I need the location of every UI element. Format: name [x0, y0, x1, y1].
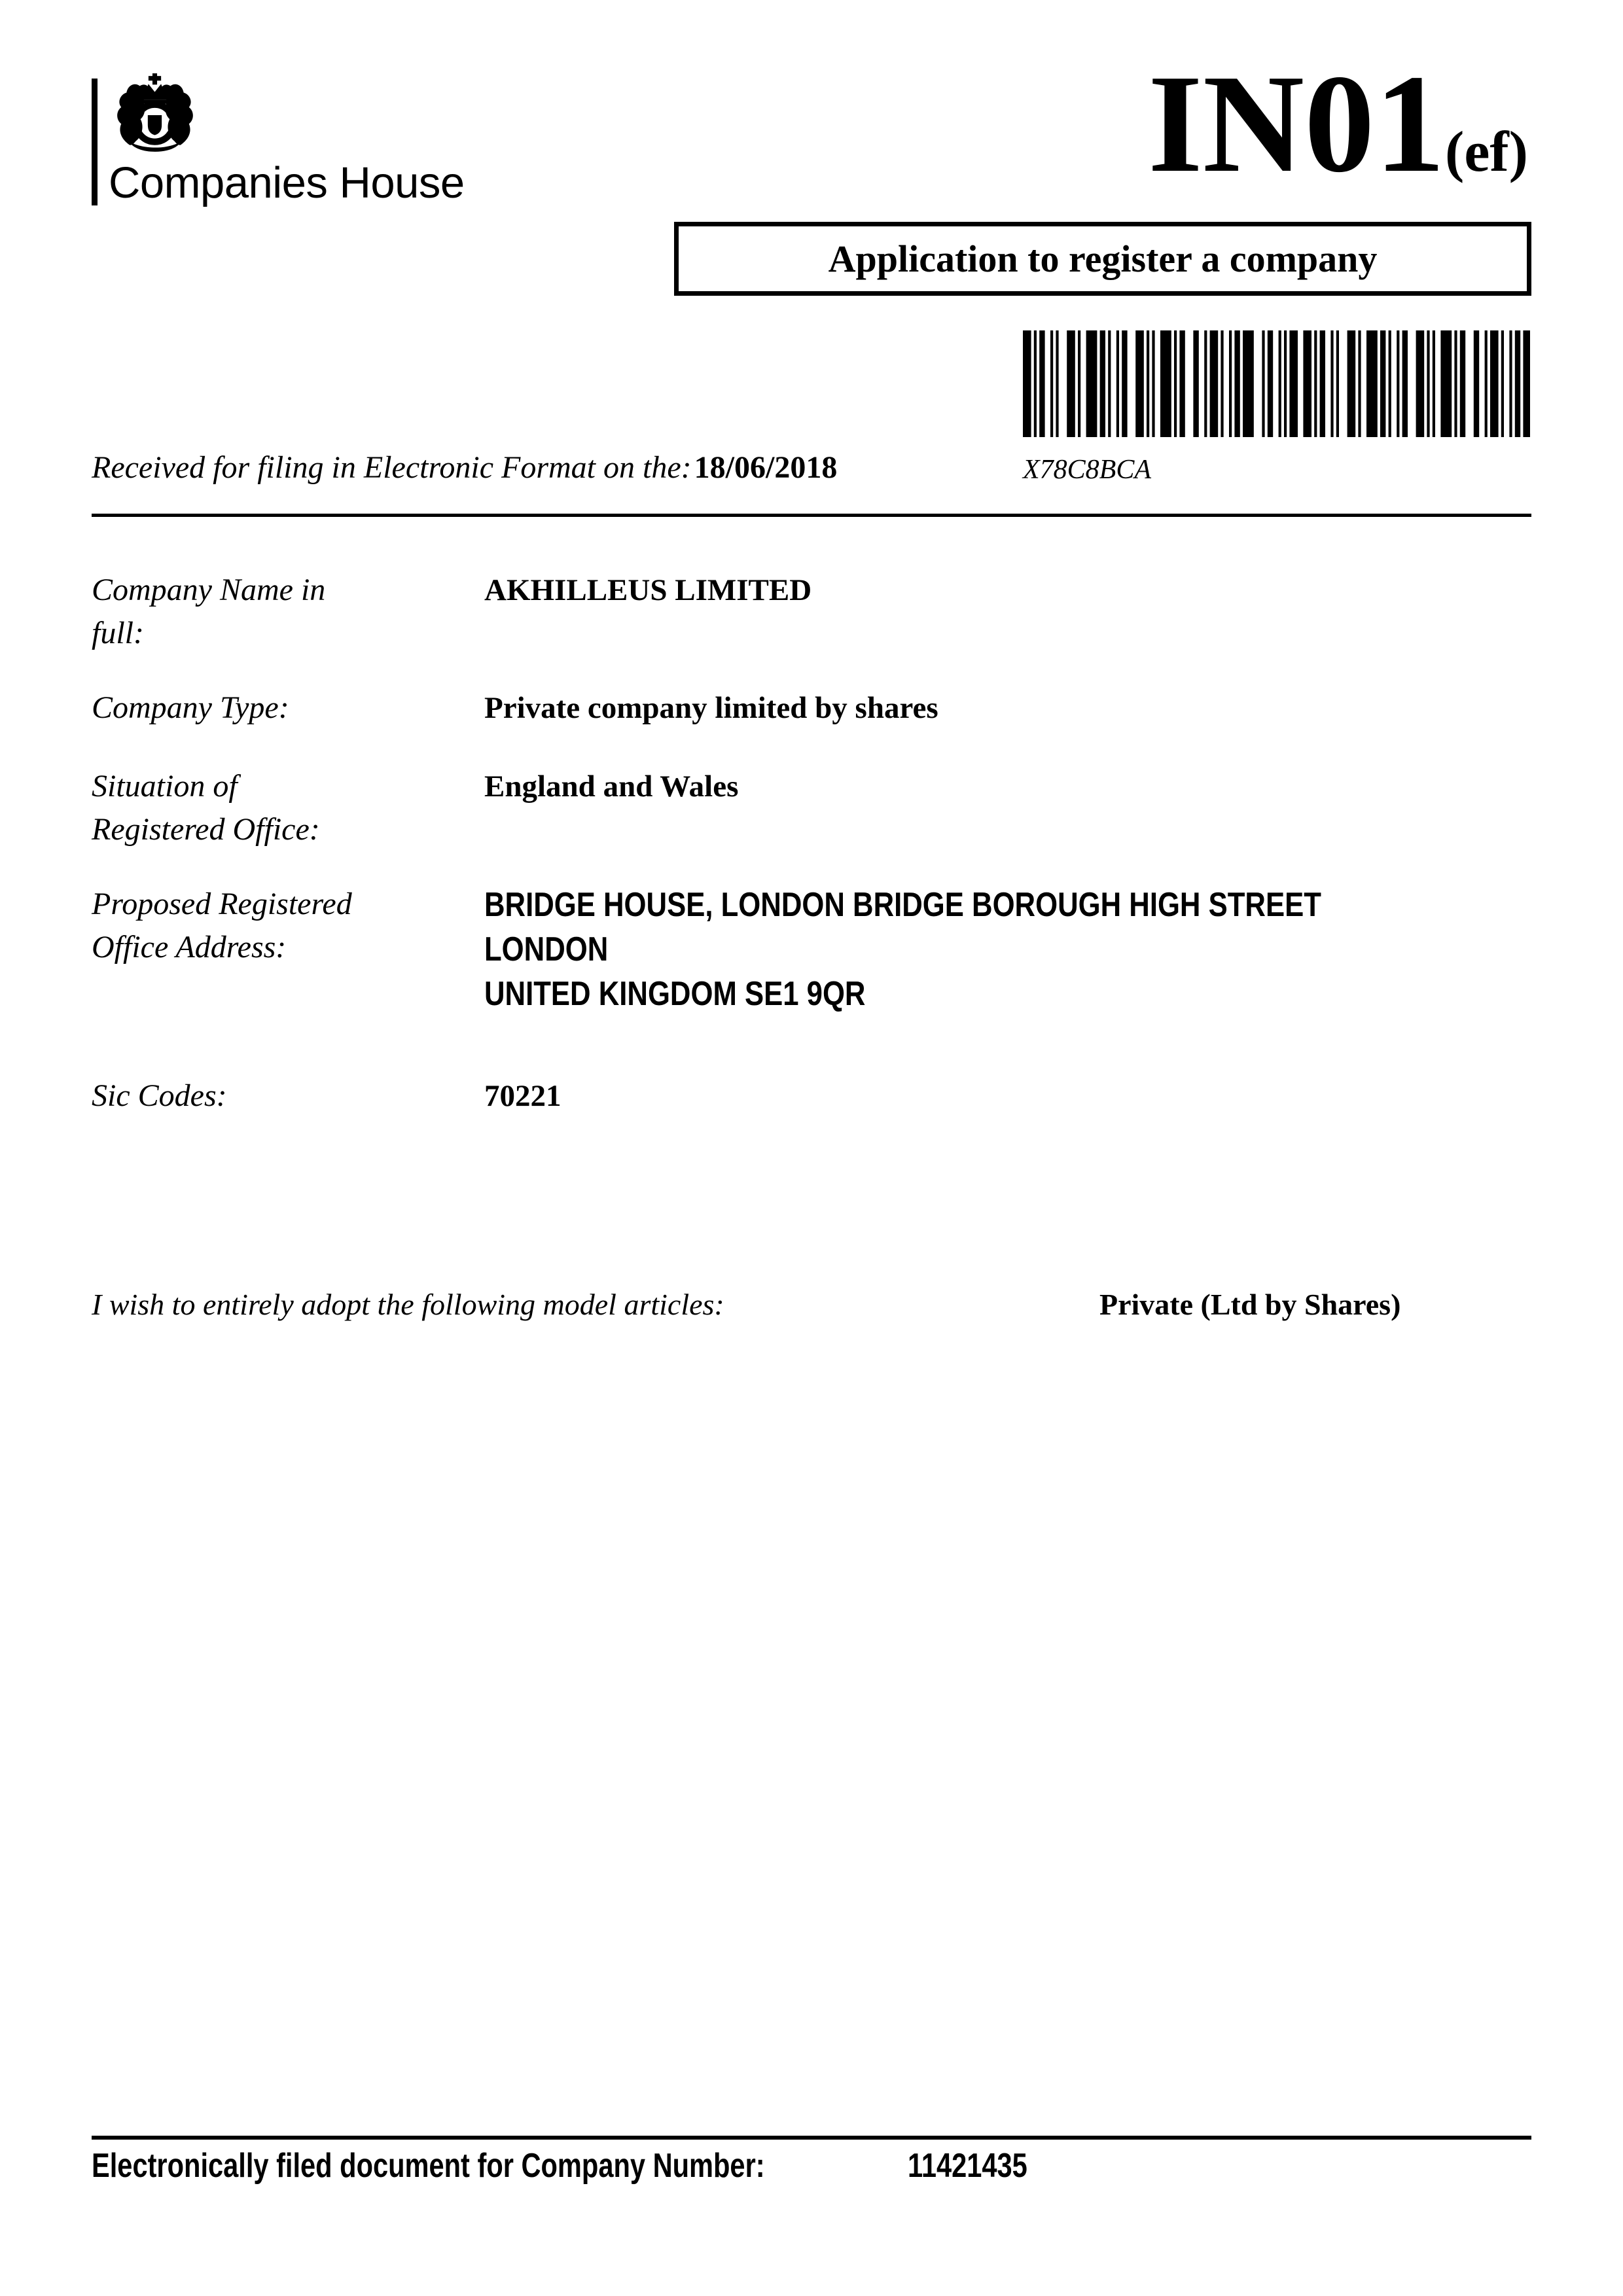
received-date: 18/06/2018 — [694, 450, 838, 485]
field-value: AKHILLEUS LIMITED — [484, 573, 812, 607]
barcode-reference: X78C8BCA — [1023, 455, 1151, 485]
footer-label: Electronically filed document for Company Number: — [92, 2147, 765, 2185]
field-label: Situation of Registered Office: — [92, 769, 320, 847]
articles-value: Private (Ltd by Shares) — [1099, 1288, 1401, 1321]
footer-divider — [92, 2136, 1531, 2140]
field-value: Private company limited by shares — [484, 691, 938, 725]
field-label: Sic Codes: — [92, 1078, 227, 1113]
logo-wordmark: Companies House — [109, 158, 465, 207]
barcode-image — [1023, 330, 1530, 437]
field-value: 70221 — [484, 1079, 562, 1113]
received-line — [92, 448, 837, 495]
field-value: BRIDGE HOUSE, LONDON BRIDGE BOROUGH HIGH STREET LONDON UNITED KINGDOM SE1 9QR — [484, 886, 1321, 1013]
form-title-box — [674, 222, 1531, 296]
field-value: England and Wales — [484, 769, 739, 804]
page-title: Application to register a company — [828, 238, 1378, 280]
form-code — [1148, 45, 1528, 202]
field-label: Proposed Registered Office Address: — [92, 887, 352, 964]
field-label: Company Type: — [92, 690, 289, 725]
received-label: Received for filing in Electronic Format on the: — [92, 450, 692, 485]
articles-label: I wish to entirely adopt the following model articles: — [92, 1288, 724, 1321]
divider — [92, 514, 1531, 517]
form-code-suffix: (ef) — [1445, 120, 1528, 184]
royal-crest-icon — [111, 73, 199, 153]
footer-company-number: 11421435 — [908, 2147, 1027, 2185]
form-code-text: IN01 — [1148, 45, 1446, 202]
field-label: Company Name in full: — [92, 573, 326, 650]
logo-bar — [92, 79, 98, 205]
